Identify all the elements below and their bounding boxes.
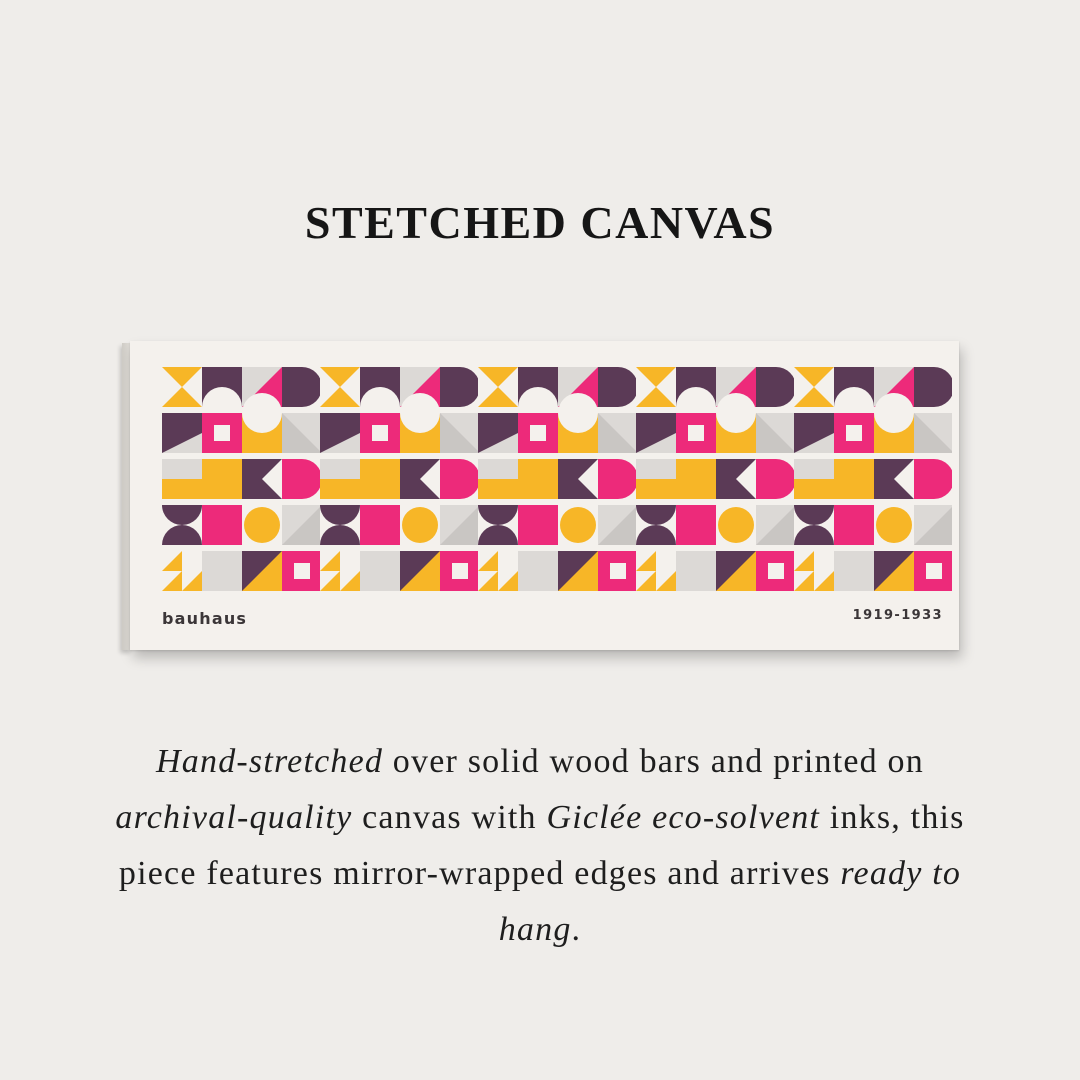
pattern-shape xyxy=(558,393,598,433)
pattern-shape xyxy=(244,507,280,543)
desc-text-2: canvas with xyxy=(352,799,547,836)
pattern-shape xyxy=(214,425,230,441)
desc-text-1: over solid wood bars and printed on xyxy=(383,743,924,780)
pattern-shape xyxy=(360,505,400,545)
pattern-shape xyxy=(676,505,716,545)
pattern-shape xyxy=(400,393,440,433)
canvas-print xyxy=(122,341,961,652)
pattern-shape xyxy=(610,563,626,579)
pattern-shape xyxy=(598,459,638,499)
pattern-shape xyxy=(794,479,834,499)
desc-text-3: inks, this piece features mirror-wrapped edges and arrives xyxy=(118,799,965,892)
pattern-shape xyxy=(360,551,400,591)
pattern-shape xyxy=(718,507,754,543)
pattern-shape xyxy=(676,459,716,499)
pattern-shape xyxy=(598,367,638,407)
pattern-shape xyxy=(560,507,596,543)
pattern-shape xyxy=(636,479,676,499)
pattern-shape xyxy=(518,459,558,499)
pattern-shape xyxy=(320,479,360,499)
pattern-shape xyxy=(294,563,310,579)
desc-italic-3: Giclée eco-solvent xyxy=(546,799,821,836)
pattern-shape xyxy=(846,425,862,441)
pattern-shape xyxy=(688,425,704,441)
years-label: 1919-1933 xyxy=(852,608,943,623)
pattern-shape xyxy=(202,505,242,545)
description xyxy=(90,734,990,958)
pattern-shape xyxy=(874,393,914,433)
desc-italic-2: archival-quality xyxy=(115,799,353,836)
pattern-shape xyxy=(926,563,942,579)
pattern-shape xyxy=(834,505,874,545)
pattern-shape xyxy=(768,563,784,579)
desc-italic-1: Hand-stretched xyxy=(156,743,384,780)
pattern-shape xyxy=(914,367,952,407)
pattern-shape xyxy=(242,393,282,433)
desc-italic-4: ready to hang xyxy=(498,855,962,948)
pattern-shape xyxy=(440,367,480,407)
pattern-shape xyxy=(162,479,202,499)
pattern-shape xyxy=(440,459,480,499)
pattern-shape xyxy=(282,367,322,407)
brand-logo: bauhaus xyxy=(162,609,248,628)
pattern-shape xyxy=(202,551,242,591)
pattern-shape xyxy=(756,367,796,407)
pattern-shape xyxy=(282,459,322,499)
pattern-shape xyxy=(716,393,756,433)
pattern-shape xyxy=(372,425,388,441)
pattern-shape xyxy=(478,479,518,499)
pattern-shape xyxy=(402,507,438,543)
bauhaus-pattern xyxy=(162,367,952,597)
headline: STETCHED CANVAS xyxy=(304,197,776,248)
desc-text-4: . xyxy=(571,911,582,948)
pattern-shape xyxy=(834,459,874,499)
pattern-shape xyxy=(360,459,400,499)
pattern-shape xyxy=(202,459,242,499)
pattern-shape xyxy=(834,551,874,591)
pattern-shape xyxy=(676,551,716,591)
canvas-face xyxy=(130,341,959,650)
pattern-shape xyxy=(452,563,468,579)
pattern-shape xyxy=(876,507,912,543)
pattern-shape xyxy=(518,505,558,545)
pattern-shape xyxy=(914,459,952,499)
pattern-shape xyxy=(518,551,558,591)
pattern-shape xyxy=(530,425,546,441)
pattern-shape xyxy=(756,459,796,499)
